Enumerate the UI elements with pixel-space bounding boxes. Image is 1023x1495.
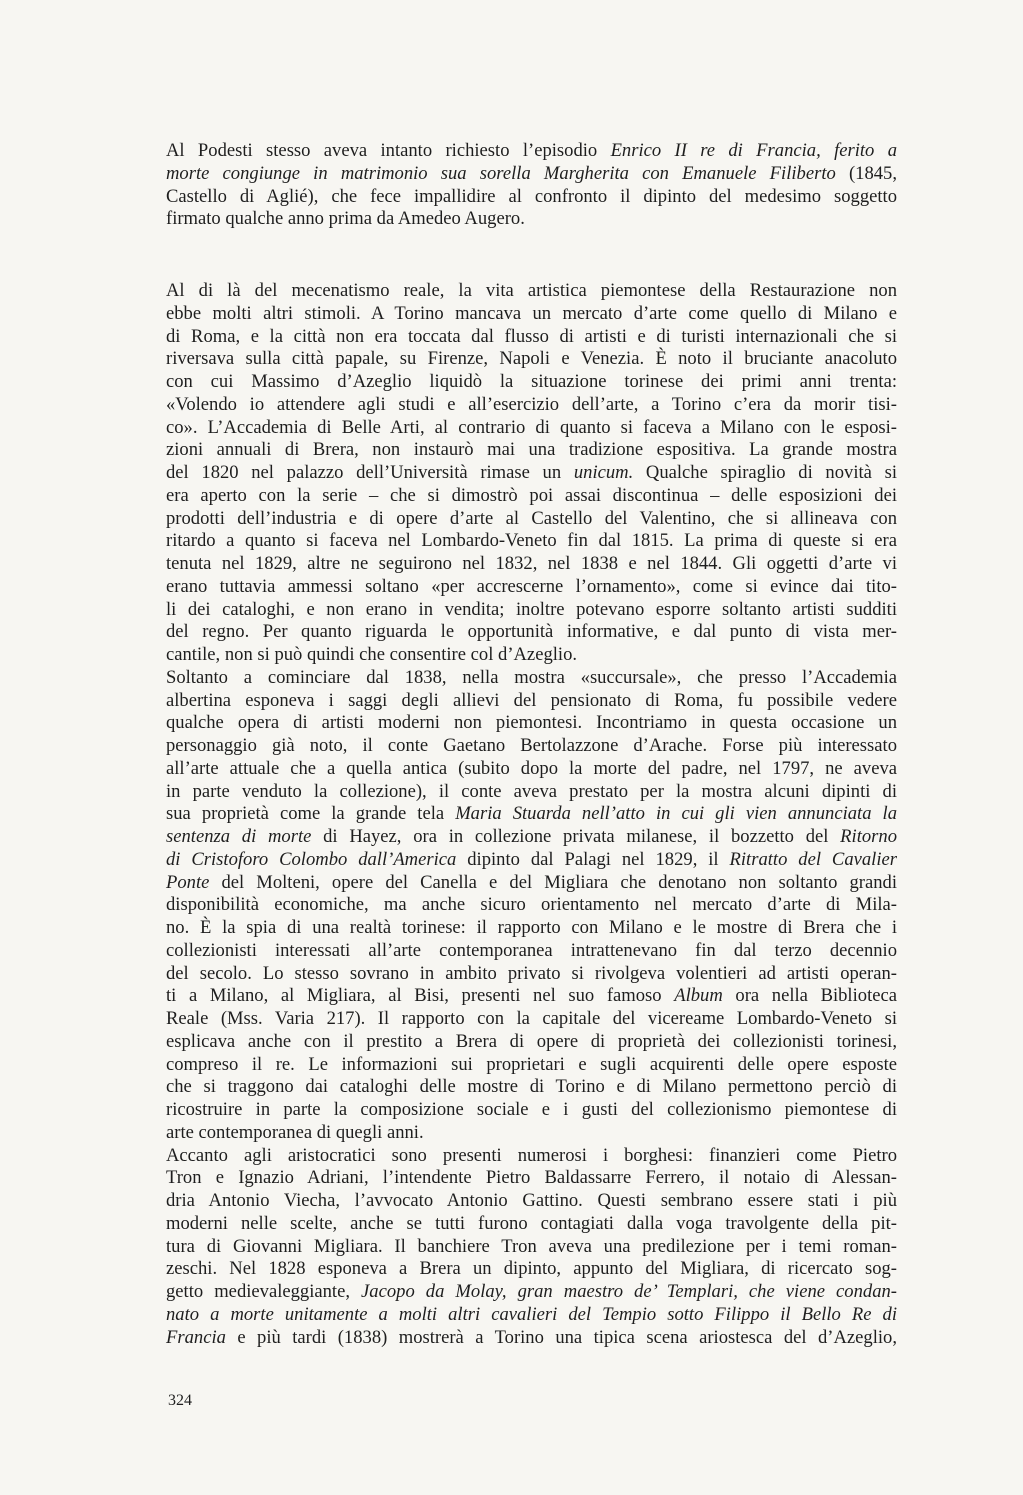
italic-title-text: Ritratto del Cavalier — [729, 848, 897, 870]
text-run: ricostruire in parte la composizione sociale e i gusti del collezionismo piemontese di — [166, 1099, 897, 1120]
text-line — [166, 1327, 897, 1350]
text-run: firmato qualche anno prima da Amedeo Augero. — [166, 208, 525, 230]
text-run: collezionisti interessati all’arte contemporanea intrattenevano fin dal terzo decennio — [166, 939, 897, 961]
text-run: qualche opera di artisti moderni non piemontesi. Incontriamo in questa occasione un — [166, 712, 897, 734]
italic-title-text: Francia — [166, 1326, 226, 1348]
text-run: Al Podesti stesso aveva intanto richiesto l’episodio — [166, 140, 611, 161]
text-line — [166, 667, 897, 690]
text-line — [166, 872, 897, 895]
text-run: tura di Giovanni Migliara. Il banchiere Tron aveva una predilezione per i temi roman- — [166, 1235, 897, 1257]
italic-title-text: Album — [674, 985, 723, 1007]
italic-title-text: nato a morte unitamente a molti altri cavalieri del Tempio sotto Filippo il Bello Re di — [166, 1303, 897, 1325]
italic-title-text: Jacopo da Molay, gran maestro de’ Templari, che viene condan- — [361, 1281, 897, 1302]
text-run: disponibilità economiche, ma anche sicuro orientamento nel mercato d’arte di Mila- — [166, 894, 897, 916]
text-run: erano tuttavia ammessi soltano «per accrescerne l’ornamento», come si evince dai tito- — [166, 575, 897, 597]
italic-title-text: Ritorno — [840, 826, 897, 847]
text-line — [166, 849, 897, 872]
text-line — [166, 280, 897, 303]
text-line — [166, 163, 897, 186]
text-run: Castello di Aglié), che fece impallidire al confronto il dipinto del medesimo soggetto — [166, 185, 897, 207]
text-run: ritardo a quanto si faceva nel Lombardo-Veneto fin dal 1815. La prima di queste si era — [166, 530, 897, 552]
text-line — [166, 1122, 897, 1145]
text-line — [166, 803, 897, 826]
text-line — [166, 690, 897, 713]
text-run: esplicava anche con il prestito a Brera di opere di proprietà dei collezionisti torinesi, — [166, 1030, 897, 1052]
text-line — [166, 371, 897, 394]
text-line — [166, 735, 897, 758]
italic-title-text: morte congiunge in matrimonio sua sorella Margherita con Emanuele Filiberto — [166, 162, 836, 184]
text-line — [166, 140, 897, 163]
text-run: dipinto dal Palagi nel 1829, il — [456, 848, 730, 870]
text-line — [166, 894, 897, 917]
text-run: del Molteni, opere del Canella e del Migliara che denotano non soltanto grandi — [209, 871, 897, 893]
italic-title-text: Maria Stuarda nell’atto in cui gli vien annunciata la — [455, 803, 897, 825]
text-line — [166, 394, 897, 417]
opening-paragraph — [166, 140, 897, 231]
paragraph-3 — [166, 667, 897, 1145]
text-run: tenuta nel 1829, altre ne seguirono nel 1832, nel 1838 e nel 1844. Gli oggetti d’arte vi — [166, 553, 897, 574]
text-line — [166, 712, 897, 735]
paragraph-2 — [166, 280, 897, 667]
text-line — [166, 553, 897, 576]
text-run: Soltanto a cominciare dal 1838, nella mostra «succursale», che presso l’Accademia — [166, 666, 897, 688]
text-line — [166, 1054, 897, 1077]
text-line — [166, 644, 897, 667]
text-line — [166, 917, 897, 940]
text-run: co». L’Accademia di Belle Arti, al contrario di quanto si faceva a Milano con le esposi- — [166, 416, 897, 438]
text-line — [166, 1145, 897, 1168]
text-line — [166, 439, 897, 462]
text-line — [166, 985, 897, 1008]
text-run: Qualche spiraglio di novità si — [633, 462, 897, 483]
text-line — [166, 621, 897, 644]
text-line — [166, 530, 897, 553]
text-line — [166, 1236, 897, 1259]
text-run: cantile, non si può quindi che consentire col d’Azeglio. — [166, 644, 578, 665]
text-run: del regno. Per quanto riguarda le opportunità informative, e dal punto di vista mer- — [166, 621, 897, 643]
italic-title-text: Enrico II re di Francia, ferito a — [610, 140, 897, 161]
italic-title-text: unicum. — [573, 462, 634, 483]
text-line — [166, 1076, 897, 1099]
text-line — [166, 485, 897, 508]
text-run: e più tardi (1838) mostrerà a Torino una tipica scena ariostesca del d’Azeglio, — [225, 1326, 897, 1348]
text-run: Accanto agli aristocratici sono presenti numerosi i borghesi: finanzieri come Pietro — [166, 1144, 897, 1166]
page-number: 324 — [168, 1392, 192, 1409]
text-run: prodotti dell’industria e di opere d’arte al Castello del Valentino, che si allineava con — [166, 507, 897, 529]
text-run: dria Antonio Viecha, l’avvocato Antonio Gattino. Questi sembrano essere stati i più — [166, 1190, 897, 1211]
italic-title-text: sentenza di morte — [166, 826, 312, 847]
text-run: getto medievaleggiante, — [166, 1281, 362, 1302]
text-run: con cui Massimo d’Azeglio liquidò la situazione torinese dei primi anni trenta: — [166, 371, 897, 392]
text-run: ti a Milano, al Migliara, al Bisi, presenti nel suo famoso — [166, 985, 675, 1007]
text-run: compreso il re. Le informazioni sui proprietari e sugli acquirenti delle opere esposte — [166, 1053, 897, 1075]
text-line — [166, 1281, 897, 1304]
text-run: del 1820 nel palazzo dell’Università rimase un — [166, 462, 574, 483]
text-run: che si traggono dai cataloghi delle mostre di Torino e di Milano permettono perciò di — [166, 1076, 897, 1098]
text-line — [166, 1099, 897, 1122]
text-run: zioni annuali di Brera, non instaurò mai una tradizione espositiva. La grande mostra — [166, 439, 897, 461]
text-line — [166, 1190, 897, 1213]
text-run: Tron e Ignazio Adriani, l’intendente Pietro Baldassarre Ferrero, il notaio di Alessan- — [166, 1167, 897, 1189]
text-run: Al di là del mecenatismo reale, la vita artistica piemontese della Restaurazione non — [166, 280, 897, 301]
text-run: personaggio già noto, il conte Gaetano Bertolazzone d’Arache. Forse più interessato — [166, 735, 897, 756]
text-run: ebbe molti altri stimoli. A Torino mancava un mercato d’arte come quello di Milano e — [166, 302, 897, 324]
text-line — [166, 303, 897, 326]
text-line — [166, 1167, 897, 1190]
text-run: Reale (Mss. Varia 217). Il rapporto con la capitale del vicereame Lombardo-Veneto si — [166, 1008, 897, 1029]
text-run: zeschi. Nel 1828 esponeva a Brera un dipinto, appunto del Migliara, di ricercato sog- — [166, 1258, 897, 1280]
text-run: ora nella Biblioteca — [722, 985, 897, 1007]
text-line — [166, 348, 897, 371]
italic-title-text: Ponte — [166, 871, 210, 893]
text-line — [166, 963, 897, 986]
text-line — [166, 940, 897, 963]
text-line — [166, 576, 897, 599]
text-line — [166, 1031, 897, 1054]
text-line — [166, 1213, 897, 1236]
text-line — [166, 417, 897, 440]
text-run: era aperto con la serie – che si dimostrò poi assai discontinua – delle esposizioni dei — [166, 484, 897, 506]
text-run: in parte venduto la collezione), il conte aveva prestato per la mostra alcuni dipinti di — [166, 780, 897, 802]
text-run: no. È la spia di una realtà torinese: il rapporto con Milano e le mostre di Brera che i — [166, 917, 897, 938]
text-run: li dei cataloghi, e non erano in vendita; inoltre potevano esporre soltanto artisti sudditi — [166, 598, 897, 620]
text-line — [166, 186, 897, 209]
text-line — [166, 826, 897, 849]
text-run: del secolo. Lo stesso sovrano in ambito privato si rivolgeva volentieri ad artisti operan- — [166, 962, 897, 984]
text-run: albertina esponeva i saggi degli allievi del pensionato di Roma, fu possibile vedere — [166, 689, 897, 711]
text-line — [166, 1008, 897, 1031]
text-run: «Volendo io attendere agli studi e all’esercizio dell’arte, a Torino c’era da morir tisi- — [166, 393, 897, 415]
text-line — [166, 326, 897, 349]
text-line — [166, 462, 897, 485]
body-text — [166, 280, 897, 1349]
text-run: (1845, — [835, 162, 897, 184]
text-line — [166, 1304, 897, 1327]
text-run: di Hayez, ora in collezione privata milanese, il bozzetto del — [311, 826, 841, 847]
text-run: riversava sulla città papale, su Firenze, Napoli e Venezia. È noto il bruciante anacoluto — [166, 348, 897, 370]
text-run: di Roma, e la città non era toccata dal flusso di artisti e di turisti internazionali che si — [166, 325, 897, 347]
text-line — [166, 781, 897, 804]
paragraph-4 — [166, 1145, 897, 1350]
text-run: sua proprietà come la grande tela — [166, 803, 456, 825]
text-run: arte contemporanea di quegli anni. — [166, 1121, 424, 1143]
text-line — [166, 758, 897, 781]
text-line — [166, 599, 897, 622]
text-run: moderni nelle scelte, anche se tutti furono contagiati dalla voga travolgente della pit- — [166, 1212, 897, 1234]
text-line — [166, 508, 897, 531]
text-line — [166, 1258, 897, 1281]
italic-title-text: di Cristoforo Colombo dall’America — [166, 848, 457, 870]
text-line — [166, 208, 897, 231]
text-run: all’arte attuale che a quella antica (subito dopo la morte del padre, nel 1797, ne aveva — [166, 757, 897, 779]
